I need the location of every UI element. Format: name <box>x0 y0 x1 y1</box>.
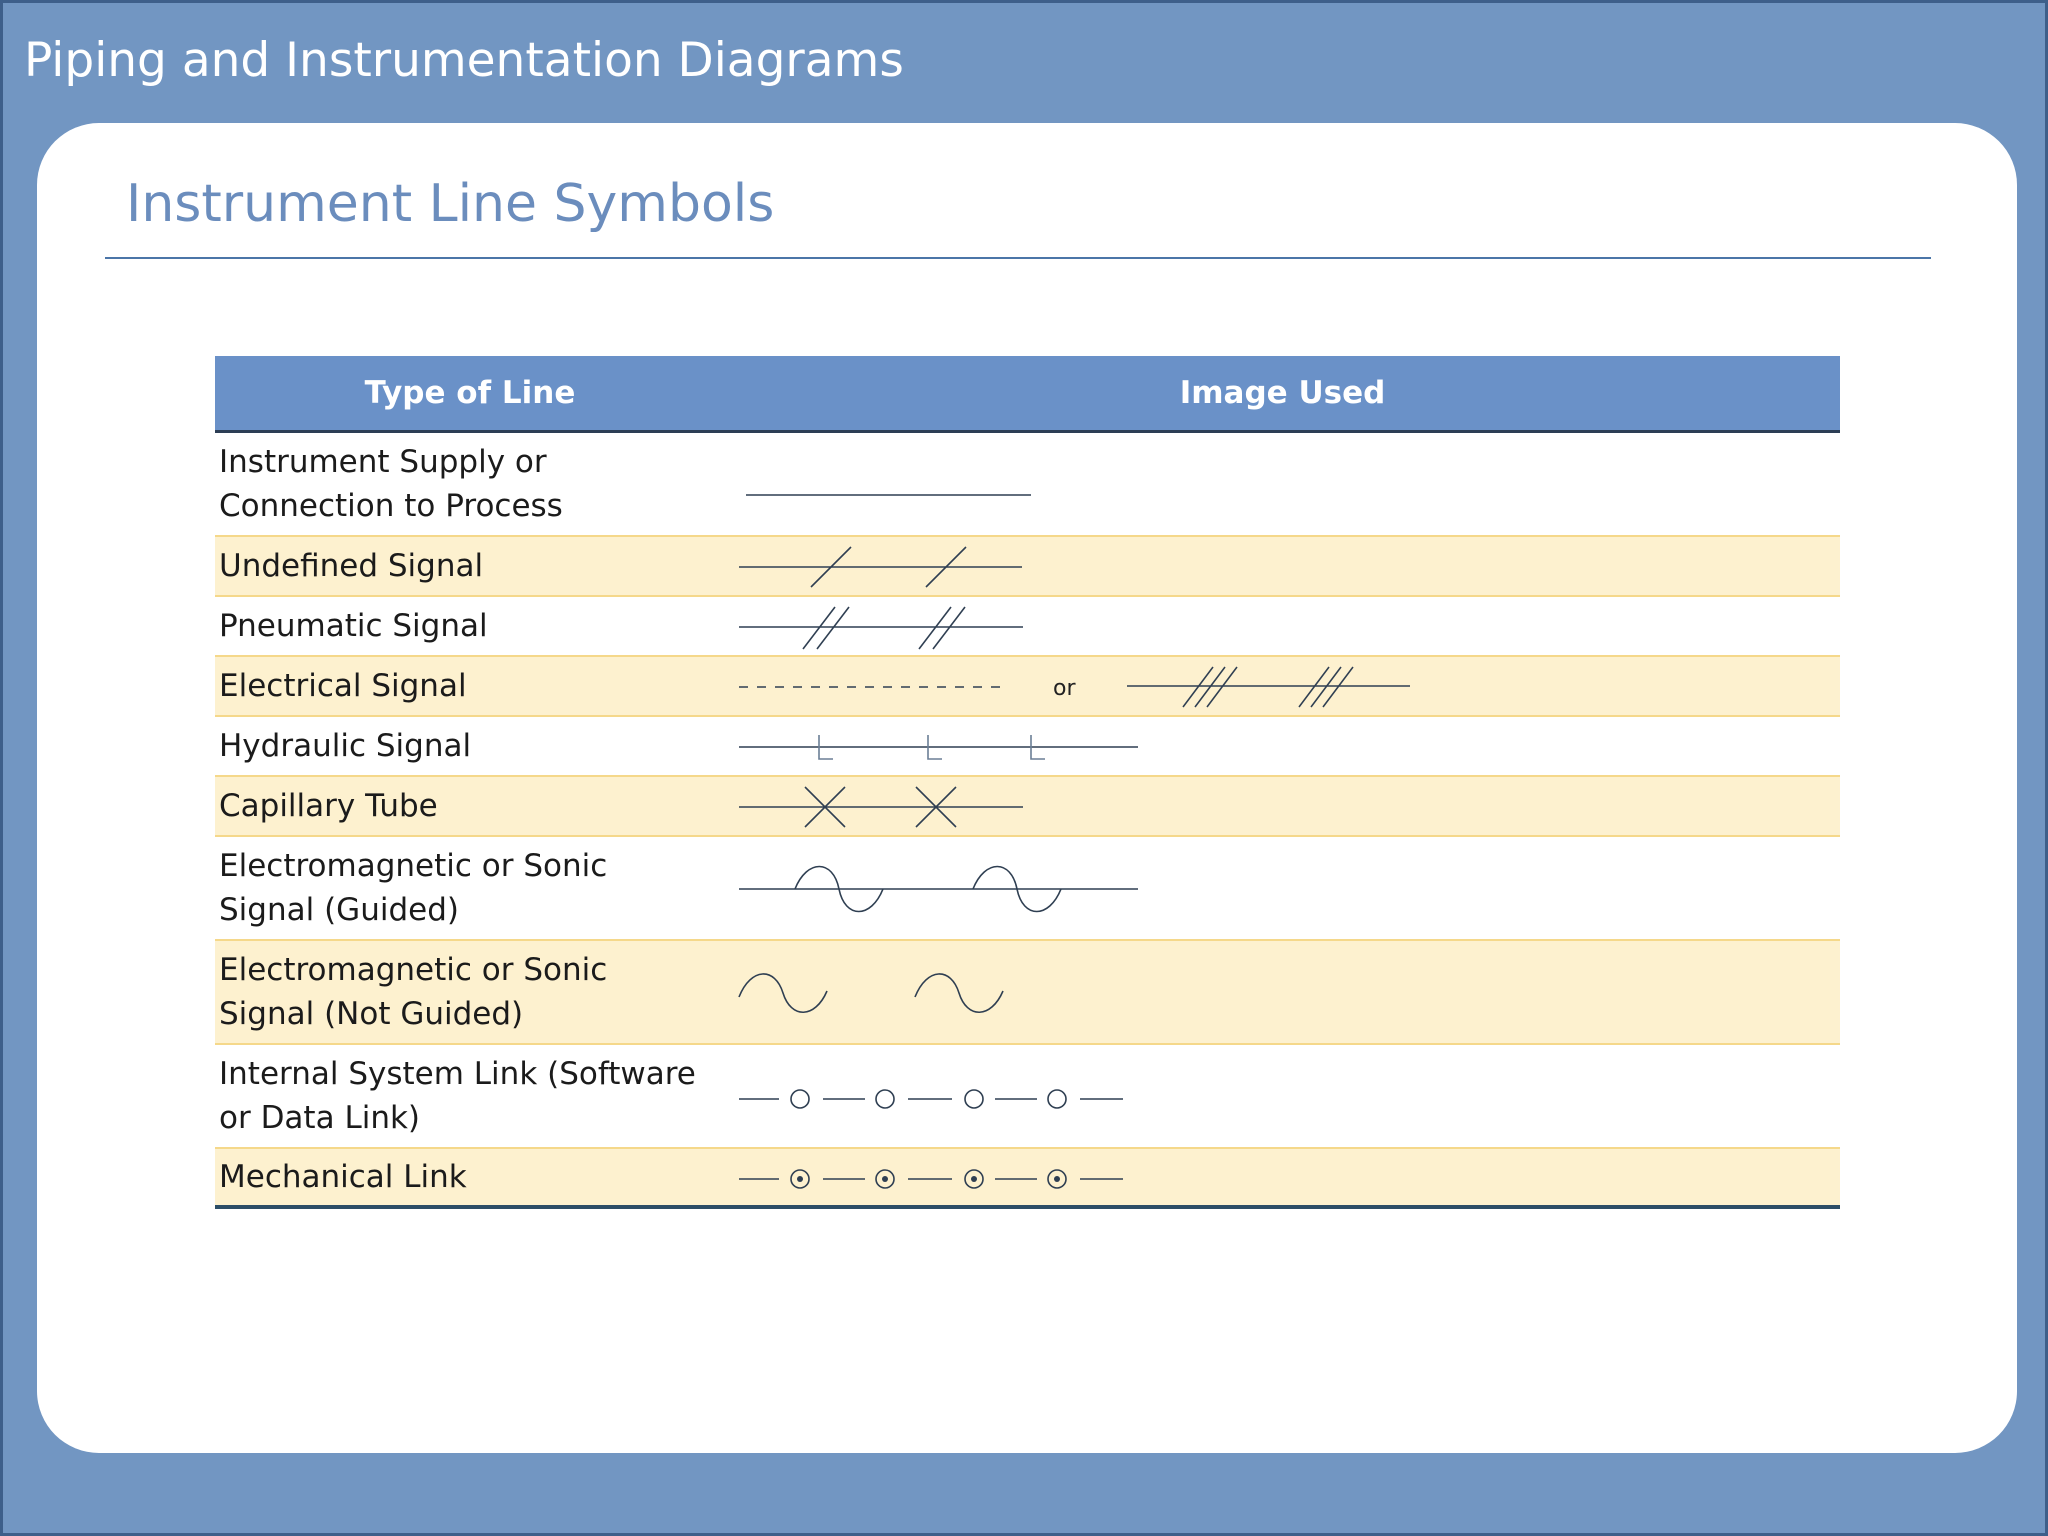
table-row <box>215 657 1840 717</box>
title-divider <box>105 257 1931 259</box>
line-type-label: Electromagnetic or Sonic Signal (Not Guided) <box>219 952 608 1032</box>
line-type-label: Internal System Link (Software or Data Link) <box>219 1056 696 1136</box>
sine-on-line-symbol <box>215 837 1840 941</box>
instrument-line-symbols-table <box>215 356 1840 1209</box>
line-type-label: Capillary Tube <box>219 788 438 824</box>
table-row <box>215 837 1840 941</box>
or-label: or <box>1053 676 1076 701</box>
double-slash-line-symbol <box>215 597 1840 657</box>
dotted-circle-link-symbol <box>215 1149 1840 1209</box>
table-row <box>215 597 1840 657</box>
solid-line-symbol <box>215 433 1840 537</box>
line-type-label: Electrical Signal <box>219 668 467 704</box>
table-row <box>215 433 1840 537</box>
table-row <box>215 1149 1840 1209</box>
dashed-line-or-triple-slash-line-symbol <box>215 657 1840 717</box>
line-type-label: Instrument Supply or Connection to Process <box>219 444 563 524</box>
line-type-label: Undefined Signal <box>219 548 484 584</box>
table-row <box>215 777 1840 837</box>
table-row <box>215 717 1840 777</box>
sine-waves-symbol <box>215 941 1840 1045</box>
x-cross-line-symbol <box>215 777 1840 837</box>
deck-title: Piping and Instrumentation Diagrams <box>24 33 904 88</box>
open-circle-link-symbol <box>215 1045 1840 1149</box>
line-type-label: Hydraulic Signal <box>219 728 472 764</box>
line-type-label: Mechanical Link <box>219 1159 467 1195</box>
table-row <box>215 941 1840 1045</box>
slide-title: Instrument Line Symbols <box>126 174 775 234</box>
l-tick-line-symbol <box>215 717 1840 777</box>
single-slash-line-symbol <box>215 537 1840 597</box>
table-row <box>215 1045 1840 1149</box>
column-header-type-of-line: Type of Line <box>364 375 576 411</box>
line-type-label: Pneumatic Signal <box>219 608 488 644</box>
column-header-image-used: Image Used <box>1179 375 1386 411</box>
line-type-label: Electromagnetic or Sonic Signal (Guided) <box>219 848 608 928</box>
table-header <box>215 356 1840 433</box>
content-panel <box>37 123 2017 1453</box>
table-row <box>215 537 1840 597</box>
